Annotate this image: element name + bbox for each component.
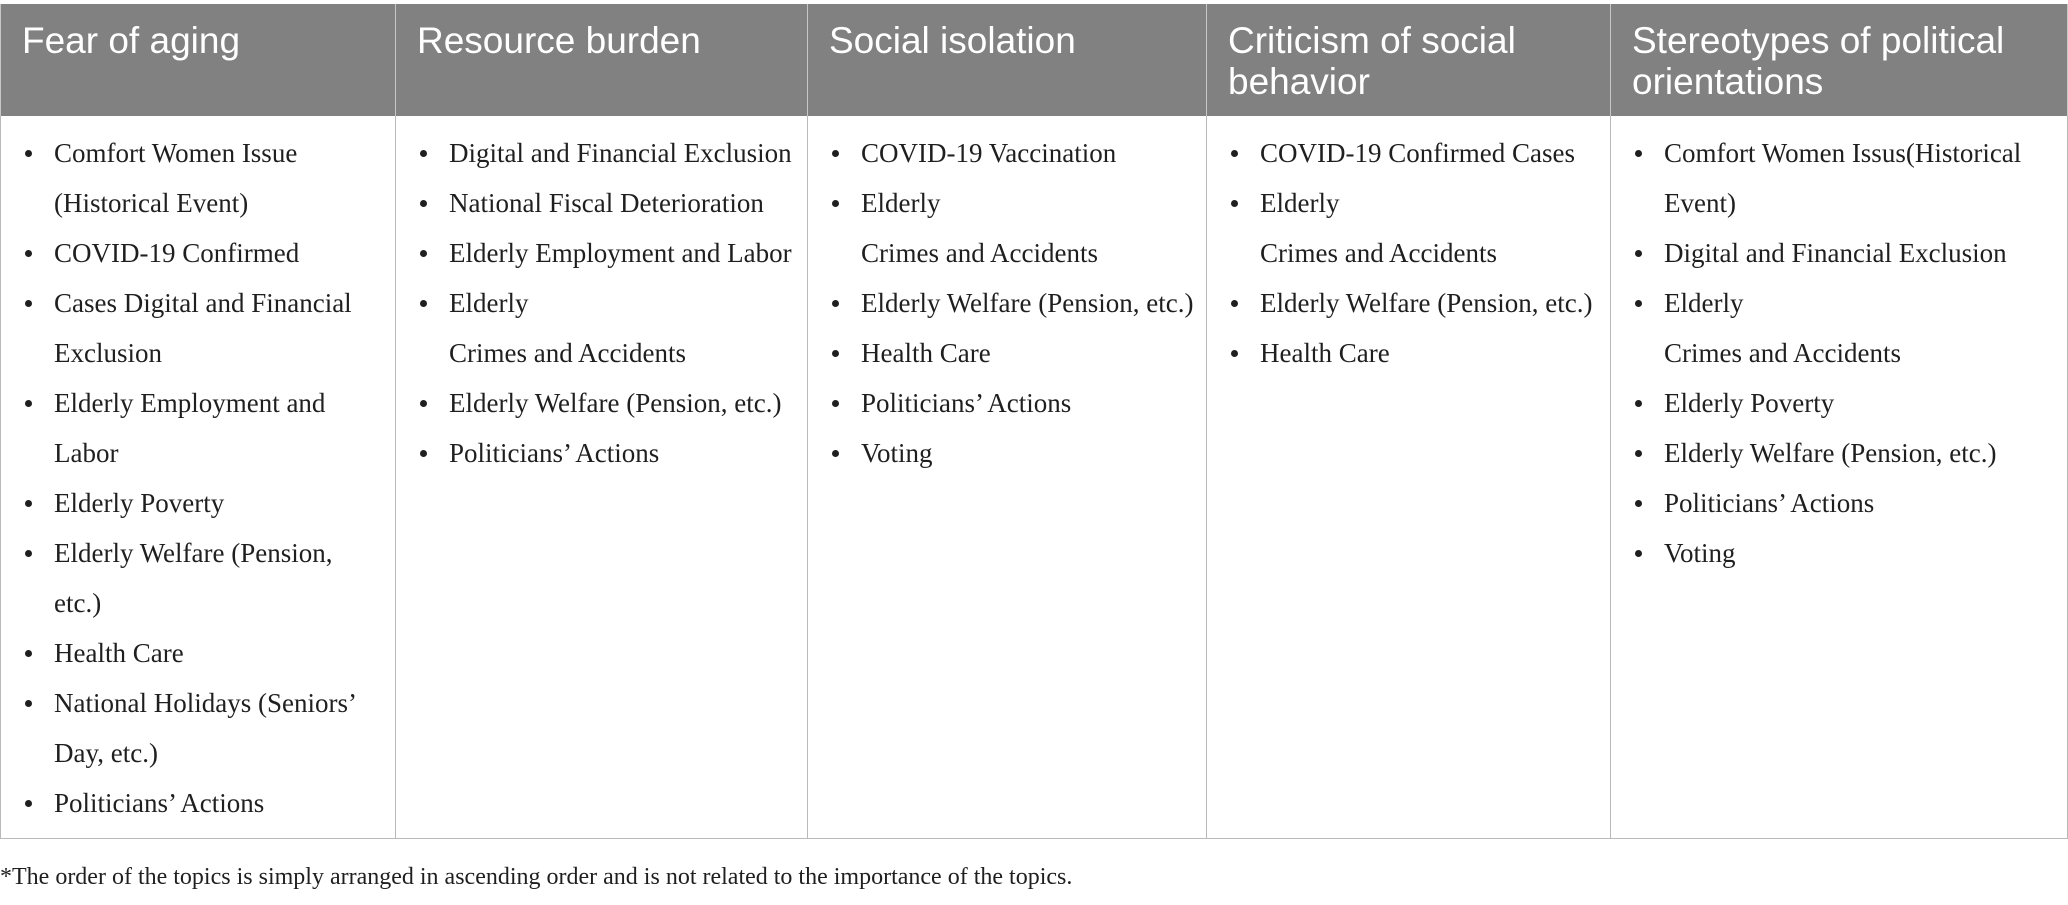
table-footnote: *The order of the topics is simply arranged in ascending order and is not related to the importance of the topics. bbox=[0, 864, 1073, 890]
topic-list-item: National Holidays (Seniors’ Day, etc.) bbox=[1, 678, 385, 778]
topic-list-item: COVID-19 Confirmed bbox=[1, 228, 385, 278]
topic-list-item: Elderly Crimes and Accidents bbox=[1207, 178, 1600, 278]
topic-list-item: Politicians’ Actions bbox=[1611, 478, 2057, 528]
topic-list-item: Elderly Crimes and Accidents bbox=[808, 178, 1196, 278]
topic-list-item: Cases Digital and Financial Exclusion bbox=[1, 278, 385, 378]
topic-list-item: Digital and Financial Exclusion bbox=[396, 128, 797, 178]
topic-list-item: Elderly Poverty bbox=[1611, 378, 2057, 428]
header-fear-of-aging: Fear of aging bbox=[1, 4, 396, 116]
header-social-isolation: Social isolation bbox=[808, 4, 1207, 116]
topic-list-item: Health Care bbox=[1, 628, 385, 678]
header-resource-burden: Resource burden bbox=[396, 4, 808, 116]
topic-list-item: Voting bbox=[808, 428, 1196, 478]
topic-list-item: Comfort Women Issue (Historical Event) bbox=[1, 128, 385, 228]
topic-list-item: Digital and Financial Exclusion bbox=[1611, 228, 2057, 278]
topic-list-item: Elderly Welfare (Pension, etc.) bbox=[1611, 428, 2057, 478]
table-body-row bbox=[1, 116, 2068, 839]
topic-list-item: Comfort Women Issus(Historical Event) bbox=[1611, 128, 2057, 228]
cell-criticism-of-social-behavior bbox=[1207, 116, 1611, 839]
topic-list-item: Politicians’ Actions bbox=[396, 428, 797, 478]
topic-category-table bbox=[0, 4, 2068, 839]
topic-table-container bbox=[0, 4, 2067, 839]
topic-list-item: COVID-19 Vaccination bbox=[808, 128, 1196, 178]
topic-list-item: COVID-19 Confirmed Cases bbox=[1207, 128, 1600, 178]
topic-list-item: Elderly Employment and Labor bbox=[396, 228, 797, 278]
header-stereotypes-of-political-orientations: Stereotypes of political orientations bbox=[1611, 4, 2068, 116]
topic-list-item: Elderly Crimes and Accidents bbox=[1611, 278, 2057, 378]
topic-list-item: Elderly Welfare (Pension, etc.) bbox=[396, 378, 797, 428]
topic-list-item: National Fiscal Deterioration bbox=[396, 178, 797, 228]
topic-list-item: Elderly Welfare (Pension, etc.) bbox=[1207, 278, 1600, 328]
topic-list-fear-of-aging bbox=[1, 128, 385, 828]
topic-list-item: Politicians’ Actions bbox=[808, 378, 1196, 428]
topic-list-item: Health Care bbox=[808, 328, 1196, 378]
topic-list-item: Elderly Crimes and Accidents bbox=[396, 278, 797, 378]
topic-list-item: Elderly Poverty bbox=[1, 478, 385, 528]
cell-fear-of-aging bbox=[1, 116, 396, 839]
topic-list-item: Elderly Welfare (Pension, etc.) bbox=[808, 278, 1196, 328]
topic-list-item: Politicians’ Actions bbox=[1, 778, 385, 828]
cell-social-isolation bbox=[808, 116, 1207, 839]
cell-stereotypes-of-political-orientations bbox=[1611, 116, 2068, 839]
topic-list-social-isolation bbox=[808, 128, 1196, 478]
table-header-row bbox=[1, 4, 2068, 116]
topic-list-item: Voting bbox=[1611, 528, 2057, 578]
topic-list-criticism-of-social-behavior bbox=[1207, 128, 1600, 378]
topic-list-item: Health Care bbox=[1207, 328, 1600, 378]
header-criticism-of-social-behavior: Criticism of social behavior bbox=[1207, 4, 1611, 116]
topic-list-item: Elderly Welfare (Pension, etc.) bbox=[1, 528, 385, 628]
topic-list-resource-burden bbox=[396, 128, 797, 478]
topic-list-item: Elderly Employment and Labor bbox=[1, 378, 385, 478]
cell-resource-burden bbox=[396, 116, 808, 839]
topic-list-stereotypes-of-political-orientations bbox=[1611, 128, 2057, 578]
